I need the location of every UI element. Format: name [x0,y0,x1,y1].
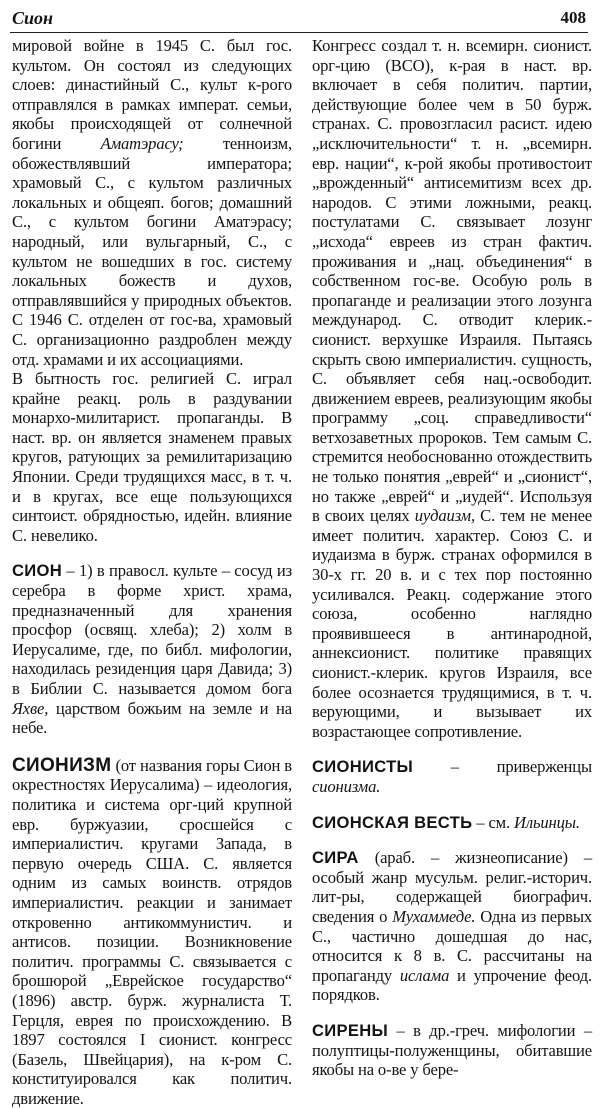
page-number: 408 [560,8,586,27]
left-column [12,36,292,1108]
entry-sireny: СИРЕНЫ – в др.-греч. мифологии – полуптицы-полуженщины, обитавшие якобы на о-ве у бере- [312,1020,592,1080]
shinto-entry-continuation: мировой войне в 1945 С. был гос. культом. Он состоял из следующих слоев: династийный С., культ к-рого отправлялся в рамках императ. семьи, якобы происходящей от солнечной богини Аматэрасу; тенноизм, обожествлявший императора; храмовый С., с культом различных локальных и общеяп. богов; домашний С., с культом богини Аматэрасу; народный, или вульгарный, С., с культом не вошедших в гос. систему локальных божеств и духов, отправлявшийся у природных объектов. С 1946 С. отделен от гос-ва, храмовый С. организационно раздроблен между отд. храмами и их ассоциациями. [12,36,292,369]
entry-sion: СИОН – 1) в правосл. культе – сосуд из серебра в форме христ. храма, предназначенный для хранения просфор (освящ. хлеба); 2) холм в Иерусалиме, где, по библ. мифологии, находилась резиденция царя Давида; 3) в Библии С. называется домом бога Яхве, царством божьим на земле и на небе. [12,561,292,738]
right-column [312,36,592,1080]
headword: СИОНИСТЫ [312,757,414,777]
headword: СИОНИЗМ [12,754,112,776]
sionizm-entry-continuation: Конгресс создал т. н. всемирн. сионист. орг-цию (ВСО), к-рая в наст. вр. включает в себя политич. партии, действующие более чем в 50 бурж. странах. С. провозгласил расист. идею „исключительности“ т. н. „всемирн. евр. нации“, к-рой якобы противостоит „врожденный“ антисемитизм всех др. народов. С этими ложными, реакц. постулатами С. связывает лозунг „исхода“ евреев из стран фактич. проживания и „нац. объединения“ в собственном гос-ве. Особую роль в пропаганде и реализации этого лозунга международ. С. отводит клерик.-сионист. верхушке Израиля. Пытаясь скрыть свою империалистич. сущность, С. объявляет себя нац.-освободит. движением евреев, реализующим якобы программу „соц. справедливости“ ветхозаветных пророков. Тем самым С. стремится необоснованно отождествить не только понятия „еврей“ и „сионист“, но также „еврей“ и „иудей“. Используя в своих целях иудаизм, С. тем не менее имеет политич. характер. Союз С. и иудаизма в бурж. странах оформился в 30-х гг. 20 в. и с тех пор постоянно усиливался. Реакц. содержание этого союза, особенно наглядно проявившееся в антинародной, аннексионист. политике правящих сионист.-клерик. кругов Израиля, все более осознается трудящимися, в т. ч. верующими, и вызывает их возрастающее сопротивление. [312,36,593,741]
headword: СИРЕНЫ [312,1020,389,1040]
headword: СИОНСКАЯ ВЕСТЬ [312,812,473,832]
page-header [10,6,588,33]
shinto-entry-paragraph: В бытность гос. религией С. играл крайне реакц. роль в раздувании монархо-милитарист. пропаганды. В наст. вр. он является знаменем правых кругов, ратующих за ремилитаризацию Японии. Среди трудящихся масс, в т. ч. и в кругах, все еще пользующихся синтоист. обрядностью, идейн. влияние С. невелико. [12,369,292,545]
entry-sira: СИРА (араб. – жизнеописание) – особый жанр мусульм. религ.-историч. лит-ры, содержащей биографич. сведения о Мухаммеде. Одна из первых С., частично дошедшая до нас, относится к 8 в. С. рассчитаны на пропаганду ислама и упрочение феод. порядков. [312,848,592,1005]
headword: СИОН [12,561,63,581]
running-head: Сион [12,8,54,28]
headword: СИРА [312,848,359,868]
entry-sionskaya-vest: СИОНСКАЯ ВЕСТЬ – см. Ильинцы. [312,812,580,832]
entry-sionizm: СИОНИЗМ (от названия горы Сион в окрестностях Иерусалима) – идеология, политика и система орг-ций крупной евр. буржуазии, сросшейся с империалистич. кругами Запада, в первую очередь США. С. является одним из самых воинств. отрядов империалистич. реакции и занимает откровенно антикоммунистич. и антисов. позиции. Возникновение политич. программы С. связывается с брошюрой „Еврейское государство“ (1896) австр. бурж. журналиста Т. Герцля, еврея по происхождению. В 1897 состоялся I сионист. конгресс (Базель, Швейцария), на к-ром С. конституировался как политич. движение. [12,754,292,1108]
entry-sionisty: СИОНИСТЫ – приверженцы сионизма. [312,757,592,796]
